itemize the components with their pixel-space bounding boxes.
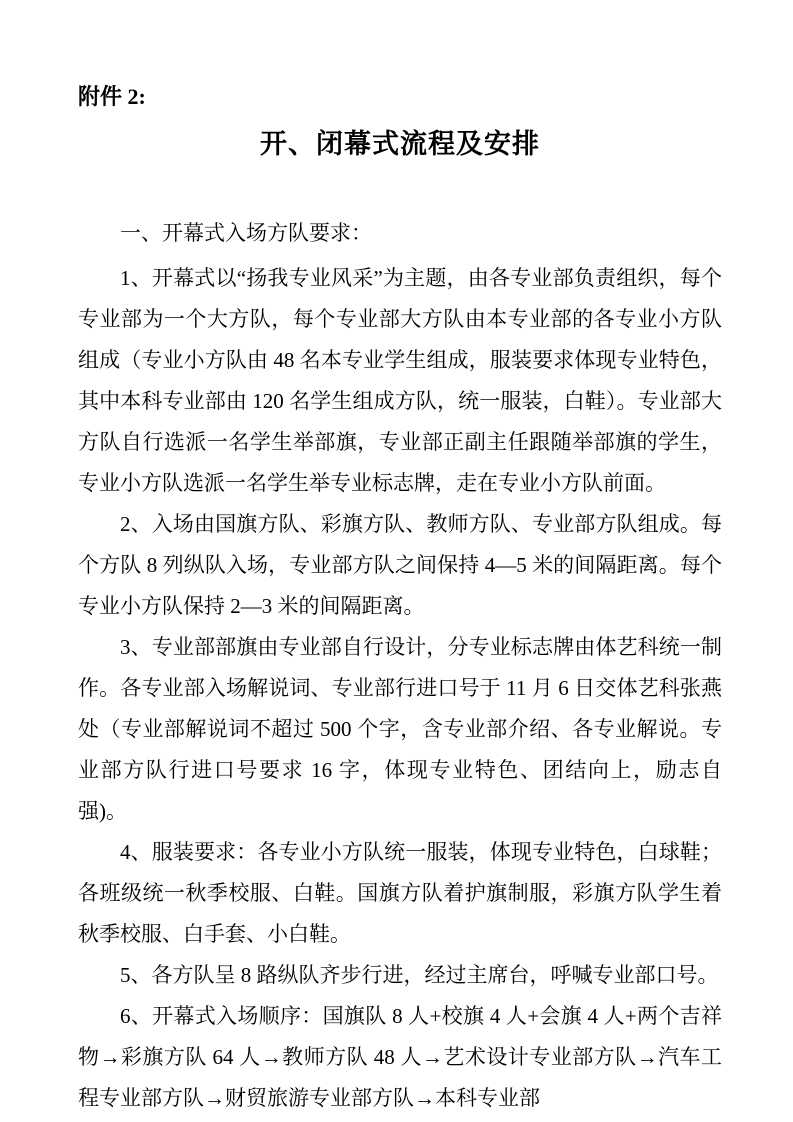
paragraph-5: 5、各方队呈 8 路纵队齐步行进，经过主席台，呼喊专业部口号。: [120, 963, 719, 987]
paragraph-6: 6、开幕式入场顺序：国旗队 8 人+校旗 4 人+会旗 4 人+两个吉祥物→彩旗方队 64 人→教师方队 48 人→艺术设计专业部方队→汽车工程专业部方队→财贸旅游专业部方队→本科专业部: [78, 1004, 722, 1110]
document-body: [78, 258, 722, 1119]
paragraph-4: 4、服装要求：各专业小方队统一服装，体现专业特色，白球鞋；各班级统一秋季校服、白鞋。国旗方队着护旗制服，彩旗方队学生着秋季校服、白手套、小白鞋。: [78, 840, 722, 946]
attachment-label: 附件 2:: [78, 84, 146, 109]
section-heading: 一、开幕式入场方队要求：: [120, 221, 372, 245]
paragraph-2: 2、入场由国旗方队、彩旗方队、教师方队、专业部方队组成。每个方队 8 列纵队入场，专业部方队之间保持 4—5 米的间隔距离。每个专业小方队保持 2—3 米的间隔距离。: [78, 512, 722, 618]
document-title: 开、闭幕式流程及安排: [260, 129, 540, 159]
paragraph-3: 3、专业部部旗由专业部自行设计，分专业标志牌由体艺科统一制作。各专业部入场解说词、专业部行进口号于 11 月 6 日交体艺科张燕处（专业部解说词不超过 500 个字，含专业部介绍、各专业解说。专业部方队行进口号要求 16 字，体现专业特色、团结向上，励志自强)。: [78, 635, 722, 823]
paragraph-1: 1、开幕式以“扬我专业风采”为主题，由各专业部负责组织，每个专业部为一个大方队，每个专业部大方队由本专业部的各专业小方队组成（专业小方队由 48 名本专业学生组成，服装要求体现专业特色，其中本科专业部由 120 名学生组成方队，统一服装，白鞋）。专业部大方队自行选派一名学生举部旗，专业部正副主任跟随举部旗的学生，专业小方队选派一名学生举专业标志牌，走在专业小方队前面。: [78, 266, 722, 495]
